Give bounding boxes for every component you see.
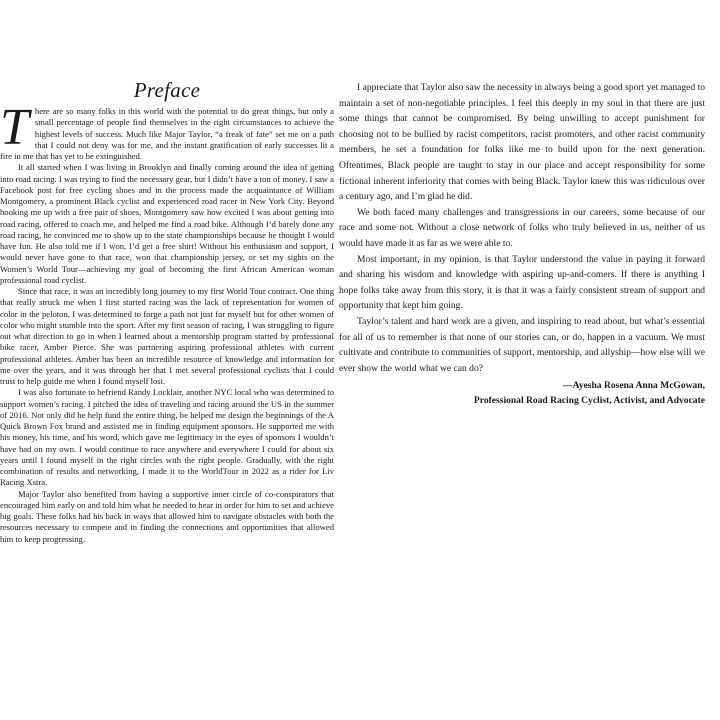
- paragraph-6: I appreciate that Taylor also saw the necessity in always being a good sport yet managed to maintain a set of non-negotiable principles. I feel this deeply in my soul in that there are just some things that cannot be compromised. By being unwilling to accept punishment for choosing not to be bullied by racist competitors, racist promoters, and other racist community members, he set a foundation for folks like me to build upon for the next generation. Oftentimes, Black people are taught to stay in our place and accept responsibility for some fictional inherent inferiority that comes with being Black. Taylor knew this was ridiculous over a century ago, and I’m glad he did.: [339, 82, 705, 203]
- left-column: [0, 78, 334, 545]
- paragraph-7: We both faced many challenges and transgressions in our careers, some because of our race and some not. Without a close network of folks who truly believed in us, neither of us would have made it as far as we were able to.: [339, 206, 705, 249]
- signature-name: —Ayesha Rosena Anna McGowan,: [563, 380, 705, 392]
- signature-title: Professional Road Racing Cyclist, Activist, and Advocate: [473, 395, 705, 407]
- paragraph-5: Major Taylor also benefited from having a supportive inner circle of co-conspirators that encouraged him early on and told him what he needed to hear in order for him to set and achieve big goals. These folks had his back in ways that allowed him to navigate obstacles with both the resources necessary to compete and in finding the connections and opportunities that allowed him to keep progressing.: [0, 488, 334, 544]
- signature-block: [339, 378, 705, 408]
- paragraph-9: Taylor’s talent and hard work are a given, and inspiring to read about, but what’s essential for all of us to remember is that none of our stories can, or do, happen in a vacuum. We must cultivate and contribute to communities of support, mentorship, and allyship—how else will we ever show the world what we can do?: [339, 315, 705, 374]
- paragraph-8: Most important, in my opinion, is that Taylor understood the value in paying it forward and sharing his wisdom and knowledge with aspiring up-and-comers. If there is anything I hope folks take away from this story, it is that it was a fairly consistent stream of support and opportunity that kept him going.: [339, 253, 705, 312]
- paragraph-3: Since that race, it was an incredibly long journey to my first World Tour contract. One thing that really struck me when I first started racing was the lack of representation for women of color in the peloton. I was determined to forge a path not just for myself but for other women of color who might stumble into the sport. After my first season of racing, I was struggling to figure out what direction to go in when I learned about a mentorship program started by professional bike racer, Amber Pierce. She was partnering aspiring professional athletes with current professional athletes. Amber has been an incredible resource of knowledge and information for me over the years, and it was through her that I met several professional cyclists that I could trust to help guide me when I found myself lost.: [0, 286, 334, 386]
- page-title: Preface: [133, 78, 201, 102]
- paragraph-4: I was also fortunate to befriend Randy Locklair, another NYC local who was determined to support women’s racing. I pitched the idea of traveling and racing around the US in the summer of 2016. Not only did he help fund the entire thing, he helped me design the beginnings of the A Quick Brown Fox brand and assisted me in finding equipment sponsors. He supported me with his money, his time, and his word, which gave me legitimacy in the eyes of sponsors I wouldn’t have had on my own. I would continue to race anywhere and everywhere I could for about six years until I found myself in the right circles with the right people. Gradually, with the right combination of results and networking, I made it to the WorldTour in 2022 as a rider for Liv Racing Xstra.: [0, 387, 334, 488]
- paragraph-1-text: here are so many folks in this world with the potential to do great things, but only a small percentage of people find themselves in the right circumstances to achieve the highest levels of success. Much like Major Taylor, “a freak of fate” set me on a path that I could not deny was for me, and the instant gratification of early successes lit a fire in me that has yet to be extinguished.: [0, 106, 334, 161]
- drop-cap: T: [0, 99, 29, 156]
- paragraph-2: It all started when I was living in Brooklyn and finally coming around the idea of getting into road racing. I was trying to find the necessary gear, but I didn’t have a ton of money. I saw a Facebook post for free cycling shoes and in the process made the acquaintance of William Montgomery, a prominent Black cyclist and experienced road racer in New York City. Beyond hooking me up with a free pair of shoes, Montgomery saw how excited I was about getting into road racing, offered to coach me, and helped me find a road bike. Although I’d barely done any road racing, he convinced me to show up to the state championships because he thought I would have fun. He also told me if I won, I’d get a free shirt! Without his enthusiasm and support, I would never have gone to that race, won that championship jersey, or set my sights on the Women’s World Tour—achieving my goal of becoming the first African American woman professional road cyclist.: [0, 162, 334, 285]
- paragraph-1: [0, 99, 334, 162]
- right-column: [339, 80, 705, 408]
